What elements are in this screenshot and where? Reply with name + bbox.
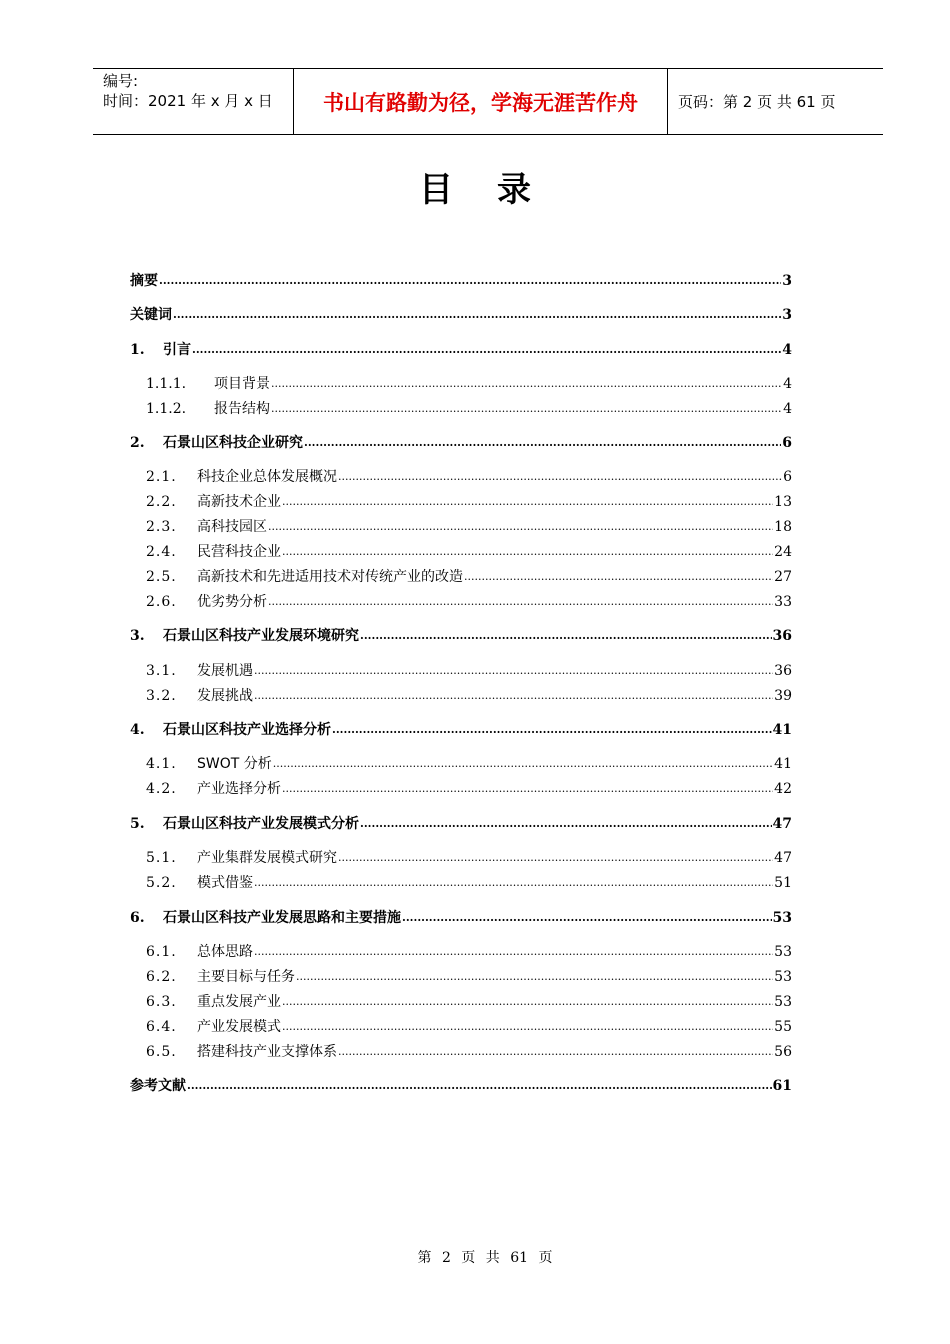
- toc-entry[interactable]: [130, 512, 792, 536]
- toc-entry-number: 6.4.: [146, 1019, 177, 1035]
- toc-dot-leader: [464, 568, 773, 586]
- toc-entry-page: 36: [774, 663, 792, 679]
- toc-entry[interactable]: [130, 462, 792, 486]
- toc-entry-number: 4.2.: [146, 781, 177, 797]
- toc-entry-number: 2.: [130, 435, 145, 451]
- toc-entry-number: 6.5.: [146, 1044, 177, 1060]
- toc-entry-label: 引言: [163, 342, 191, 358]
- toc-entry-page: 39: [774, 688, 792, 704]
- toc-entry-number: 2.3.: [146, 519, 177, 535]
- toc-entry-page: 36: [772, 628, 792, 644]
- toc-entry-page: 6: [782, 435, 792, 451]
- toc-dot-leader: [187, 1077, 772, 1095]
- toc-dot-leader: [268, 593, 773, 611]
- toc-entry-number: 1.: [130, 342, 145, 358]
- toc-entry-number: 3.1.: [146, 663, 177, 679]
- toc-entry[interactable]: [130, 394, 792, 418]
- toc-entry-label: 项目背景: [214, 376, 270, 392]
- toc-entry-label: 主要目标与任务: [197, 969, 295, 985]
- toc-dot-leader: [402, 909, 772, 927]
- toc-entry-number: 6.3.: [146, 994, 177, 1010]
- toc-entry[interactable]: [130, 335, 792, 359]
- toc-entry-number: 6.: [130, 910, 145, 926]
- toc-dot-leader: [159, 272, 781, 290]
- toc-dot-leader: [304, 434, 781, 452]
- toc-dot-leader: [173, 306, 781, 324]
- toc-entry-page: 53: [774, 994, 792, 1010]
- toc-entry-page: 4: [782, 342, 792, 358]
- toc-dot-leader: [282, 1018, 773, 1036]
- toc-entry-number: 5.: [130, 816, 145, 832]
- toc-dot-leader: [296, 968, 773, 986]
- toc-entry[interactable]: [130, 300, 792, 324]
- toc-entry-page: 24: [774, 544, 792, 560]
- toc-entry-page: 33: [774, 594, 792, 610]
- toc-dot-leader: [192, 341, 781, 359]
- toc-entry-page: 6: [783, 469, 792, 485]
- document-header: [93, 68, 883, 135]
- toc-dot-leader: [254, 687, 773, 705]
- toc-dot-leader: [271, 375, 782, 393]
- toc-entry-label: 发展机遇: [197, 663, 253, 679]
- toc-entry[interactable]: [130, 537, 792, 561]
- toc-entry-number: 1.1.2.: [146, 401, 187, 417]
- toc-entry-page: 41: [774, 756, 792, 772]
- toc-entry-page: 47: [774, 850, 792, 866]
- toc-entry-label: 高新技术和先进适用技术对传统产业的改造: [197, 569, 463, 585]
- toc-entry-label: 产业发展模式: [197, 1019, 281, 1035]
- toc-dot-leader: [282, 993, 773, 1011]
- toc-entry-label: 摘要: [130, 273, 158, 289]
- toc-dot-leader: [268, 518, 773, 536]
- toc-entry-page: 4: [783, 401, 792, 417]
- toc-entry[interactable]: [130, 1037, 792, 1061]
- toc-entry[interactable]: [130, 774, 792, 798]
- serial-number-label: 编号:: [103, 72, 139, 90]
- toc-entry-number: 5.1.: [146, 850, 177, 866]
- toc-entry-label: 模式借鉴: [197, 875, 253, 891]
- toc-entry-page: 3: [782, 307, 792, 323]
- toc-entry[interactable]: [130, 487, 792, 511]
- toc-entry-label: 搭建科技产业支撑体系: [197, 1044, 337, 1060]
- toc-entry-page: 61: [772, 1078, 792, 1094]
- toc-entry-label: 民营科技企业: [197, 544, 281, 560]
- toc-entry-number: 6.1.: [146, 944, 177, 960]
- toc-entry-page: 42: [774, 781, 792, 797]
- toc-entry-page: 56: [774, 1044, 792, 1060]
- header-meta-cell: [93, 69, 294, 134]
- page-footer: 第 2 页 共 61 页: [417, 1250, 553, 1266]
- toc-entry-label: 石景山区科技产业发展环境研究: [163, 628, 359, 644]
- toc-entry-page: 4: [783, 376, 792, 392]
- toc-dot-leader: [271, 400, 782, 418]
- toc-entry[interactable]: [130, 266, 792, 290]
- toc-entry-label: 关键词: [130, 307, 172, 323]
- toc-dot-leader: [282, 543, 773, 561]
- toc-entry-page: 13: [774, 494, 792, 510]
- toc-entry-label: 石景山区科技产业发展思路和主要措施: [163, 910, 401, 926]
- toc-dot-leader: [273, 755, 773, 773]
- toc-entry-label: 科技企业总体发展概况: [197, 469, 337, 485]
- toc-entry-number: 1.1.1.: [146, 376, 187, 392]
- header-page-info: 页码：第 2 页 共 61 页: [678, 93, 836, 111]
- toc-entry-page: 18: [774, 519, 792, 535]
- toc-entry-label: 总体思路: [197, 944, 253, 960]
- toc-dot-leader: [332, 721, 772, 739]
- toc-entry[interactable]: [130, 681, 792, 705]
- toc-entry[interactable]: [130, 428, 792, 452]
- toc-dot-leader: [338, 468, 782, 486]
- page-title: 目录: [419, 170, 575, 210]
- toc-entry-page: 55: [774, 1019, 792, 1035]
- toc-entry-number: 5.2.: [146, 875, 177, 891]
- toc-dot-leader: [282, 780, 773, 798]
- toc-dot-leader: [360, 815, 772, 833]
- toc-entry-number: 4.: [130, 722, 145, 738]
- toc-entry-number: 3.2.: [146, 688, 177, 704]
- toc-entry-number: 2.5.: [146, 569, 177, 585]
- toc-entry-label: 重点发展产业: [197, 994, 281, 1010]
- toc-entry-number: 2.2.: [146, 494, 177, 510]
- toc-dot-leader: [338, 1043, 773, 1061]
- toc-entry-label: 产业集群发展模式研究: [197, 850, 337, 866]
- toc-entry[interactable]: [130, 369, 792, 393]
- toc-entry-number: 6.2.: [146, 969, 177, 985]
- toc-dot-leader: [338, 849, 773, 867]
- toc-entry-page: 3: [782, 273, 792, 289]
- toc-entry[interactable]: [130, 749, 792, 773]
- toc-entry-label: SWOT 分析: [197, 756, 272, 772]
- toc-entry-number: 2.6.: [146, 594, 177, 610]
- toc-dot-leader: [254, 943, 773, 961]
- toc-entry[interactable]: [130, 1012, 792, 1036]
- toc-entry-label: 高科技园区: [197, 519, 267, 535]
- toc-entry-page: 51: [774, 875, 792, 891]
- toc-entry[interactable]: [130, 1071, 792, 1095]
- toc-entry-number: 2.1.: [146, 469, 177, 485]
- toc-entry-number: 3.: [130, 628, 145, 644]
- toc-entry-label: 报告结构: [214, 401, 270, 417]
- toc-entry-label: 产业选择分析: [197, 781, 281, 797]
- toc-dot-leader: [282, 493, 773, 511]
- toc-entry-label: 石景山区科技企业研究: [163, 435, 303, 451]
- toc-entry-number: 2.4.: [146, 544, 177, 560]
- header-motto: 书山有路勤为径，学海无涯苦作舟: [294, 69, 668, 134]
- toc-entry-label: 石景山区科技产业选择分析: [163, 722, 331, 738]
- toc-entry[interactable]: [130, 903, 792, 927]
- toc-entry[interactable]: [130, 868, 792, 892]
- time-label: 时间：2021 年 x 月 x 日: [103, 92, 273, 110]
- toc-entry[interactable]: [130, 587, 792, 611]
- toc-entry-label: 参考文献: [130, 1078, 186, 1094]
- toc-entry[interactable]: [130, 715, 792, 739]
- toc-entry-number: 4.1.: [146, 756, 177, 772]
- toc-entry-page: 47: [772, 816, 792, 832]
- toc-dot-leader: [254, 874, 773, 892]
- toc-entry[interactable]: [130, 656, 792, 680]
- toc-entry[interactable]: [130, 937, 792, 961]
- toc-entry[interactable]: [130, 809, 792, 833]
- toc-entry[interactable]: [130, 987, 792, 1011]
- toc-entry-page: 27: [774, 569, 792, 585]
- toc-entry[interactable]: [130, 621, 792, 645]
- toc-entry[interactable]: [130, 962, 792, 986]
- toc-entry[interactable]: [130, 843, 792, 867]
- toc-entry-label: 高新技术企业: [197, 494, 281, 510]
- toc-entry-page: 53: [774, 969, 792, 985]
- toc-entry-label: 石景山区科技产业发展模式分析: [163, 816, 359, 832]
- toc-entry[interactable]: [130, 562, 792, 586]
- toc-entry-page: 53: [774, 944, 792, 960]
- toc-dot-leader: [360, 627, 772, 645]
- toc-dot-leader: [254, 662, 773, 680]
- toc-entry-page: 53: [772, 910, 792, 926]
- toc-entry-label: 发展挑战: [197, 688, 253, 704]
- toc-entry-label: 优劣势分析: [197, 594, 267, 610]
- toc-entry-page: 41: [772, 722, 792, 738]
